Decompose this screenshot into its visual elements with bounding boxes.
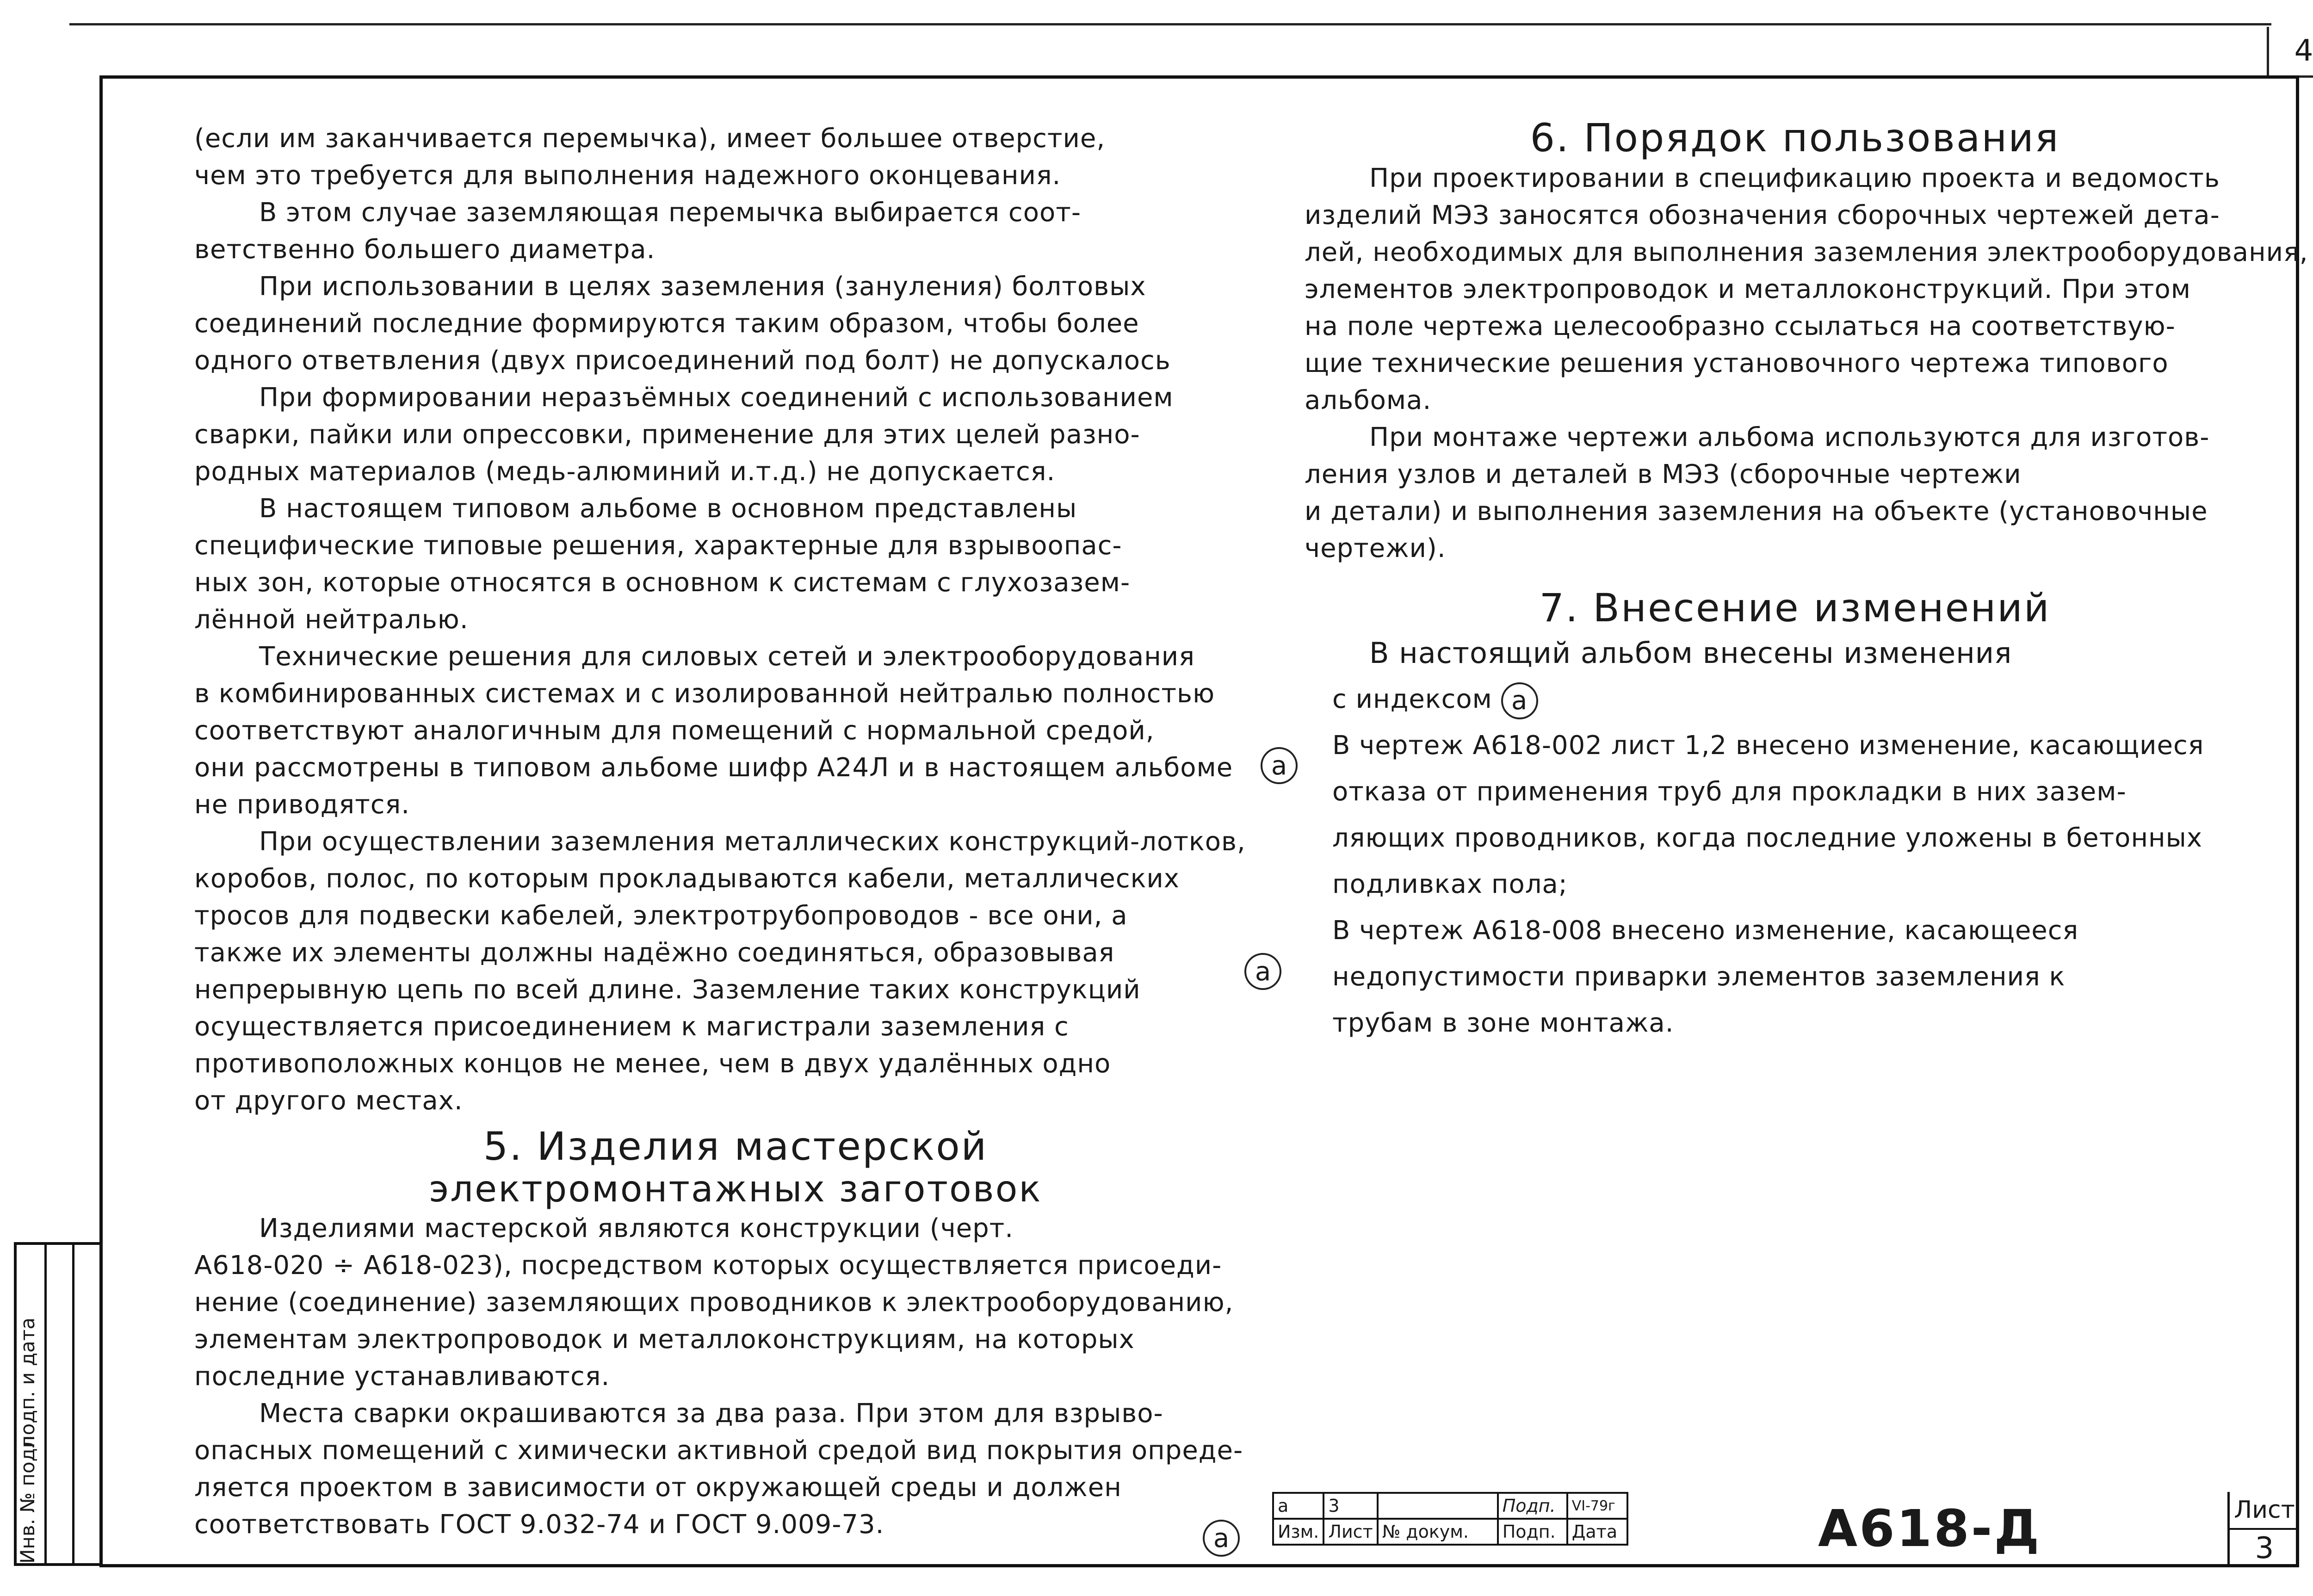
left-column xyxy=(194,120,1277,1543)
revision-marker-icon: а xyxy=(1203,1520,1240,1557)
text-line: от другого местах. xyxy=(194,1086,463,1116)
section-7-title: 7. Внесение изменений xyxy=(1539,585,2051,631)
text-line: щие технические решения установочного чертежа типового xyxy=(1305,348,2169,378)
text-line: При монтаже чертежи альбома используются для изготов- xyxy=(1369,422,2210,452)
text-line: А618-020 ÷ А618-023), посредством которых осуществляется присоеди- xyxy=(194,1250,1222,1281)
rev-cell xyxy=(1378,1493,1498,1519)
text-line: коробов, полос, по которым прокладываются кабели, металлических xyxy=(194,864,1180,894)
text-line: трубам в зоне монтажа. xyxy=(1332,1008,1674,1038)
text-line: чертежи). xyxy=(1305,533,1446,563)
rev-header: Лист xyxy=(1323,1519,1377,1545)
text-line: недопустимости приварки элементов заземления к xyxy=(1332,962,2066,992)
text-line: противоположных концов не менее, чем в двух удалённых одно xyxy=(194,1049,1111,1079)
rev-header: Подп. xyxy=(1498,1519,1567,1545)
sheet-label: Лист xyxy=(2230,1492,2299,1530)
rev-cell: а xyxy=(1273,1493,1323,1519)
text-line: осуществляется присоединением к магистрали заземления с xyxy=(194,1012,1069,1042)
text-line: лённой нейтралью. xyxy=(194,605,469,635)
text-line: последние устанавливаются. xyxy=(194,1361,610,1392)
stub-inv-label: Инв. № подл xyxy=(16,1435,39,1564)
text-line: В настоящий альбом внесены изменения xyxy=(1369,636,2012,670)
text-line: При проектировании в спецификацию проекта и ведомость xyxy=(1369,163,2220,193)
text-line: Изделиями мастерской являются конструкции (черт. xyxy=(259,1213,1014,1243)
revision-marker-icon: а xyxy=(1244,953,1281,990)
left-stub-labels xyxy=(16,1240,44,1564)
revision-marker-icon: а xyxy=(1261,747,1298,784)
text-line: в комбинированных системах и с изолированной нейтралью полностью xyxy=(194,679,1215,709)
sheet-box xyxy=(2227,1492,2299,1567)
text-line: тросов для подвески кабелей, электротрубопроводов - все они, а xyxy=(194,901,1128,931)
text-line: специфические типовые решения, характерные для взрывоопас- xyxy=(194,531,1122,561)
text-line: нение (соединение) заземляющих проводников к электрооборудованию, xyxy=(194,1287,1234,1318)
text-line: ветственно большего диаметра. xyxy=(194,235,656,265)
text-line: не приводятся. xyxy=(194,790,410,820)
rev-header: Дата xyxy=(1567,1519,1627,1545)
text-line: опасных помещений с химически активной средой вид покрытия опреде- xyxy=(194,1435,1243,1466)
text-line: на поле чертежа целесообразно ссылаться на соответствую- xyxy=(1305,311,2176,341)
text-line: они рассмотрены в типовом альбоме шифр А24Л и в настоящем альбоме xyxy=(194,753,1233,783)
text-line: При осуществлении заземления металлических конструкций-лотков, xyxy=(259,827,1246,857)
section-6-title: 6. Порядок пользования xyxy=(1530,115,2060,161)
text-line: При использовании в целях заземления (зануления) болтовых xyxy=(259,272,1146,302)
revision-index-line xyxy=(1305,676,2285,723)
text-line: соответствовать ГОСТ 9.032-74 и ГОСТ 9.009-73. xyxy=(194,1509,884,1540)
text-line: В настоящем типовом альбоме в основном представлены xyxy=(259,494,1077,524)
rev-signature: Подп. xyxy=(1498,1493,1567,1519)
text-line: подливках пола; xyxy=(1332,869,1568,899)
text-line: В этом случае заземляющая перемычка выбирается соот- xyxy=(259,198,1082,228)
text-line: родных материалов (медь-алюминий и.т.д.) не допускается. xyxy=(194,457,1056,487)
text-line: одного ответвления (двух присоединений под болт) не допускалось xyxy=(194,346,1171,376)
stub-sign-label: подп. и дата xyxy=(16,1318,39,1448)
text-line: ления узлов и деталей в МЭЗ (сборочные чертежи xyxy=(1305,459,2022,489)
rev-header: Изм. xyxy=(1273,1519,1323,1545)
revision-table xyxy=(1272,1492,1628,1546)
rev-cell: 3 xyxy=(1323,1493,1377,1519)
text-line: В чертеж А618-002 лист 1,2 внесено изменение, касающиеся xyxy=(1332,730,2204,761)
text-line: соответствуют аналогичным для помещений с нормальной средой, xyxy=(194,716,1155,746)
text-line: лей, необходимых для выполнения заземления электрооборудования, xyxy=(1305,237,2308,267)
text-line: Технические решения для силовых сетей и электрооборудования xyxy=(259,642,1195,672)
section-5-subtitle: электромонтажных заготовок xyxy=(429,1169,1042,1210)
sheet-number: 3 xyxy=(2255,1531,2274,1565)
text-line: При формировании неразъёмных соединений с использованием xyxy=(259,383,1174,413)
section-5-title: 5. Изделия мастерской xyxy=(483,1124,988,1169)
rev-cell: VI-79г xyxy=(1567,1493,1627,1519)
revision-marker-icon: а xyxy=(1501,682,1538,719)
text-line: (если им заканчивается перемычка), имеет большее отверстие, xyxy=(194,124,1106,154)
text-line: элементов электропроводок и металлоконструкций. При этом xyxy=(1305,274,2191,304)
text-line: и детали) и выполнения заземления на объекте (установочные xyxy=(1305,496,2208,526)
text-line: соединений последние формируются таким образом, чтобы более xyxy=(194,309,1139,339)
top-rule xyxy=(69,23,2271,25)
text-line: непрерывную цепь по всей длине. Заземление таких конструкций xyxy=(194,975,1141,1005)
text-line: с индексом xyxy=(1332,684,1492,714)
text-line: ляется проектом в зависимости от окружающей среды и должен xyxy=(194,1472,1122,1503)
text-line: сварки, пайки или опрессовки, применение для этих целей разно- xyxy=(194,420,1140,450)
text-line: Места сварки окрашиваются за два раза. При этом для взрыво- xyxy=(259,1398,1163,1429)
right-column xyxy=(1305,115,2308,1046)
text-line: также их элементы должны надёжно соединяться, образовывая xyxy=(194,938,1115,968)
text-line: изделий МЭЗ заносятся обозначения сборочных чертежей дета- xyxy=(1305,200,2220,230)
title-block xyxy=(1272,1492,2299,1567)
page-number: 4 xyxy=(2267,27,2313,78)
text-line: отказа от применения труб для прокладки в них зазем- xyxy=(1332,777,2127,807)
text-line: В чертеж А618-008 внесено изменение, касающееся xyxy=(1332,916,2079,946)
text-line: ных зон, которые относятся в основном к системам с глухозазем- xyxy=(194,568,1131,598)
rev-header: № докум. xyxy=(1378,1519,1498,1545)
text-line: ляющих проводников, когда последние уложены в бетонных xyxy=(1332,823,2203,853)
text-line: чем это требуется для выполнения надежного оконцевания. xyxy=(194,161,1061,191)
text-line: элементам электропроводок и металлоконструкциям, на которых xyxy=(194,1324,1135,1355)
text-line: альбома. xyxy=(1305,385,1432,415)
document-code: А618-Д xyxy=(1818,1499,2041,1558)
